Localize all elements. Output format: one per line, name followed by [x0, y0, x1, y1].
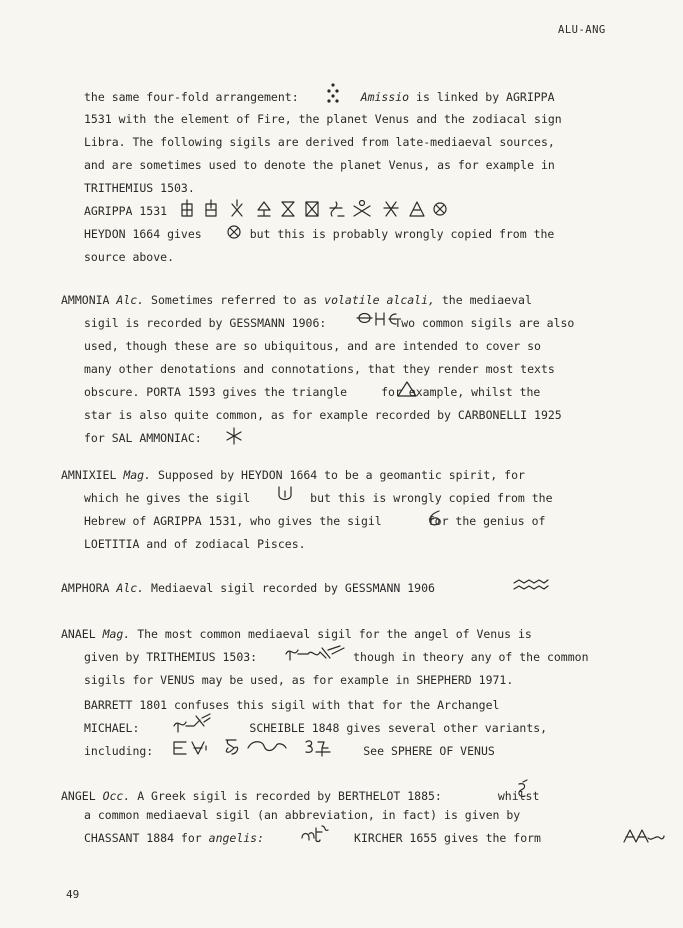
- ammonia-line-3: used, though these are so ubiquitous, and are intended to cover so: [84, 339, 541, 353]
- genius-sigil-icon: [425, 508, 445, 528]
- amissio-line-8: source above.: [84, 250, 175, 264]
- text: See SPHERE OF VENUS: [363, 744, 495, 758]
- text: HEYDON 1664 gives: [84, 227, 202, 241]
- text: A Greek sigil is recorded by BERTHELOT 1885:: [137, 789, 442, 803]
- anael-line-5: [84, 720, 547, 736]
- angel-line-2: a common mediaeval sigil (an abbreviation, in fact) is given by: [84, 808, 521, 822]
- michael-sigil-icon: [172, 712, 212, 734]
- geomantic-figure-icon: [322, 82, 344, 104]
- text: which he gives the sigil: [84, 491, 251, 505]
- text: including:: [84, 744, 154, 758]
- text: the same four-fold arrangement:: [84, 90, 299, 104]
- text: the mediaeval: [441, 293, 532, 307]
- anael-line-4: BARRETT 1801 confuses this sigil with that for the Archangel: [84, 698, 500, 712]
- text: sigil is recorded by GESSMANN 1906:: [84, 316, 327, 330]
- amissio-line-6: AGRIPPA 1531: [84, 204, 168, 218]
- term: volatile alcali,: [324, 293, 435, 307]
- category: Mag.: [123, 468, 152, 482]
- category: Alc.: [116, 293, 145, 307]
- headword: AMNIXIEL: [61, 468, 117, 482]
- headword: AMPHORA: [61, 581, 110, 595]
- amnixiel-line-4: LOETITIA and of zodiacal Pisces.: [84, 537, 306, 551]
- text: CHASSANT 1884 for: [84, 831, 202, 845]
- venus-sigils-row-icon: [178, 198, 468, 220]
- amissio-line-4: and are sometimes used to denote the planet Venus, as for example in: [84, 158, 555, 172]
- amnixiel-line-2: [84, 490, 553, 506]
- amissio-line-3: Libra. The following sigils are derived from late-mediaeval sources,: [84, 135, 555, 149]
- triangle-sigil-icon: [396, 380, 418, 398]
- anael-line-3: sigils for VENUS may be used, as for example in SHEPHERD 1971.: [84, 673, 514, 687]
- amissio-line-7: [84, 226, 554, 242]
- ammonia-line-5: [84, 384, 540, 400]
- ammonia-line-7: for SAL AMMONIAC:: [84, 431, 202, 445]
- amissio-line-5: TRITHEMIUS 1503.: [84, 181, 195, 195]
- headword: AMMONIA: [61, 293, 110, 307]
- star-sigil-icon: [225, 426, 243, 446]
- text: whilst: [497, 789, 540, 803]
- text: given by TRITHEMIUS 1503:: [84, 650, 258, 664]
- amnixiel-line-3: [84, 513, 545, 529]
- ammonia-line-4: many other denotations and connotations, that they render most texts: [84, 362, 555, 376]
- page-number: 49: [66, 888, 80, 901]
- ammonia-line-1: [61, 292, 532, 308]
- greek-angel-sigil-icon: [513, 780, 531, 802]
- text: for the genius of: [427, 514, 546, 528]
- headword: ANGEL: [61, 789, 96, 803]
- text: MICHAEL:: [84, 721, 140, 735]
- text: KIRCHER 1655 gives the form: [354, 831, 541, 845]
- text: is linked by AGRIPPA: [416, 90, 555, 104]
- aquarius-waves-sigil-icon: [512, 578, 550, 592]
- kircher-angel-sigil-icon: [622, 826, 666, 844]
- anael-variant-sigils-icon: [172, 736, 372, 758]
- amissio-line-2: 1531 with the element of Fire, the planet Venus and the zodiacal sign: [84, 112, 562, 126]
- headword: ANAEL: [61, 627, 96, 641]
- text: but this is wrongly copied from the: [310, 491, 553, 505]
- text: for example, whilst the: [381, 385, 541, 399]
- ammonia-line-2: [84, 315, 574, 331]
- amissio-line-1: [84, 89, 555, 105]
- ammonia-sigil-icon: [356, 310, 400, 328]
- anael-angel-sigil-icon: [284, 644, 346, 662]
- angelis-abbreviation-sigil-icon: [300, 824, 330, 844]
- crossed-circle-sigil-icon: [226, 224, 242, 240]
- text: but this is probably wrongly copied from the: [249, 227, 555, 241]
- amphora-line-1: [61, 580, 435, 596]
- text: Mediaeval sigil recorded by GESSMANN 1906: [151, 581, 435, 595]
- amnixiel-line-1: [61, 467, 525, 483]
- category: Occ.: [102, 789, 131, 803]
- ammonia-line-6: star is also quite common, as for example recorded by CARBONELLI 1925: [84, 408, 562, 422]
- geomantic-spirit-sigil-icon: [275, 485, 295, 503]
- text: obscure. PORTA 1593 gives the triangle: [84, 385, 348, 399]
- category: Mag.: [102, 627, 131, 641]
- category: Alc.: [116, 581, 145, 595]
- text: The most common mediaeval sigil for the angel of Venus is: [137, 627, 532, 641]
- term: angelis:: [208, 831, 265, 845]
- angel-line-1: [61, 788, 539, 804]
- text: SCHEIBLE 1848 gives several other variants,: [249, 721, 548, 735]
- anael-line-1: [61, 626, 532, 642]
- text: Two common sigils are also: [394, 316, 575, 330]
- text: Hebrew of AGRIPPA 1531, who gives the sigil: [84, 514, 382, 528]
- text: Supposed by HEYDON 1664 to be a geomantic spirit, for: [157, 468, 525, 482]
- running-head: ALU-ANG: [558, 24, 606, 36]
- term: Amissio: [360, 90, 410, 104]
- text: though in theory any of the common: [353, 650, 589, 664]
- text: Sometimes referred to as: [151, 293, 318, 307]
